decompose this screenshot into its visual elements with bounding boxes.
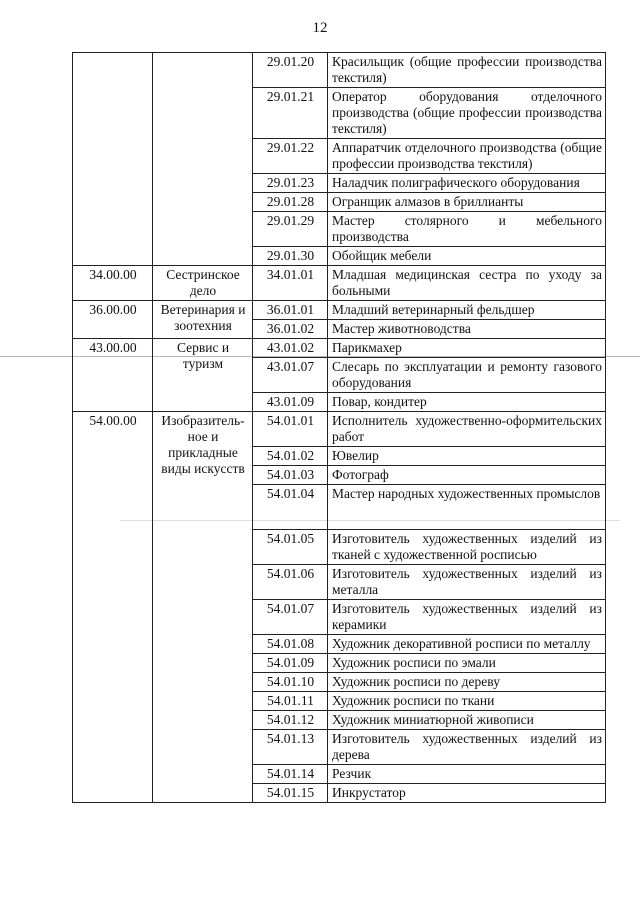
profession-name-cell: Фотограф: [328, 466, 606, 485]
profession-code-cell: 43.01.07: [253, 358, 328, 393]
profession-code-cell: 43.01.02: [253, 339, 328, 358]
group-code-cell: [73, 53, 153, 266]
profession-code-cell: 54.01.09: [253, 654, 328, 673]
profession-name-cell: Парикмахер: [328, 339, 606, 358]
table-row: [73, 412, 606, 447]
profession-code-cell: 34.01.01: [253, 266, 328, 301]
profession-code-cell: 54.01.03: [253, 466, 328, 485]
profession-code-cell: 29.01.28: [253, 193, 328, 212]
profession-code-cell: 54.01.14: [253, 765, 328, 784]
profession-name-cell: Младшая медицинская сестра по уходу за больными: [328, 266, 606, 301]
profession-code-cell: 36.01.02: [253, 320, 328, 339]
profession-name-cell: Художник миниатюрной живописи: [328, 711, 606, 730]
group-code-cell: 34.00.00: [73, 266, 153, 301]
profession-name-cell: Красильщик (общие профессии производства текстиля): [328, 53, 606, 88]
profession-name-cell: Младший ветеринарный фельдшер: [328, 301, 606, 320]
profession-name-cell: Слесарь по эксплуатации и ремонту газового оборудования: [328, 358, 606, 393]
profession-code-cell: 54.01.15: [253, 784, 328, 803]
profession-code-cell: 54.01.06: [253, 565, 328, 600]
profession-code-cell: 29.01.20: [253, 53, 328, 88]
group-name-cell: Ветеринария и зоотехния: [153, 301, 253, 339]
professions-table-body: [73, 53, 606, 803]
profession-code-cell: 54.01.02: [253, 447, 328, 466]
profession-code-cell: 54.01.01: [253, 412, 328, 447]
profession-code-cell: 54.01.10: [253, 673, 328, 692]
group-code-cell: 36.00.00: [73, 301, 153, 339]
group-name-cell: Изобразитель-ное и прикладные виды искусств: [153, 412, 253, 803]
profession-code-cell: 29.01.21: [253, 88, 328, 139]
profession-name-cell: Оператор оборудования отделочного производства (общие профессии производства текстиля): [328, 88, 606, 139]
profession-name-cell: Художник росписи по эмали: [328, 654, 606, 673]
group-name-cell: Сервис и туризм: [153, 339, 253, 412]
group-name-cell: [153, 53, 253, 266]
table-row: [73, 301, 606, 320]
profession-code-cell: 54.01.08: [253, 635, 328, 654]
profession-name-cell: Художник декоративной росписи по металлу: [328, 635, 606, 654]
profession-code-cell: 43.01.09: [253, 393, 328, 412]
profession-name-cell: Изготовитель художественных изделий из металла: [328, 565, 606, 600]
professions-table: [72, 52, 606, 803]
profession-name-cell: Аппаратчик отделочного производства (общие профессии производства текстиля): [328, 139, 606, 174]
profession-code-cell: 36.01.01: [253, 301, 328, 320]
profession-code-cell: 54.01.05: [253, 530, 328, 565]
profession-name-cell: Мастер животноводства: [328, 320, 606, 339]
profession-name-cell: Ювелир: [328, 447, 606, 466]
group-code-cell: 54.00.00: [73, 412, 153, 803]
page-number: 12: [312, 20, 328, 36]
profession-name-cell: Исполнитель художественно-оформительских работ: [328, 412, 606, 447]
profession-name-cell: Мастер народных художественных промыслов: [328, 485, 606, 530]
profession-code-cell: 54.01.13: [253, 730, 328, 765]
profession-name-cell: Огранщик алмазов в бриллианты: [328, 193, 606, 212]
table-row: [73, 266, 606, 301]
profession-code-cell: 29.01.29: [253, 212, 328, 247]
profession-code-cell: 29.01.30: [253, 247, 328, 266]
profession-name-cell: Инкрустатор: [328, 784, 606, 803]
group-code-cell: 43.00.00: [73, 339, 153, 412]
table-row: [73, 339, 606, 358]
profession-name-cell: Резчик: [328, 765, 606, 784]
profession-code-cell: 54.01.07: [253, 600, 328, 635]
profession-code-cell: 54.01.04: [253, 485, 328, 530]
profession-code-cell: 54.01.11: [253, 692, 328, 711]
profession-name-cell: Художник росписи по ткани: [328, 692, 606, 711]
profession-code-cell: 29.01.22: [253, 139, 328, 174]
profession-name-cell: Художник росписи по дереву: [328, 673, 606, 692]
profession-name-cell: Мастер столярного и мебельного производства: [328, 212, 606, 247]
profession-name-cell: Изготовитель художественных изделий из дерева: [328, 730, 606, 765]
profession-code-cell: 29.01.23: [253, 174, 328, 193]
profession-name-cell: Изготовитель художественных изделий из керамики: [328, 600, 606, 635]
table-row: [73, 53, 606, 88]
profession-name-cell: Наладчик полиграфического оборудования: [328, 174, 606, 193]
profession-name-cell: Изготовитель художественных изделий из тканей с художественной росписью: [328, 530, 606, 565]
group-name-cell: Сестринское дело: [153, 266, 253, 301]
profession-code-cell: 54.01.12: [253, 711, 328, 730]
profession-name-cell: Повар, кондитер: [328, 393, 606, 412]
profession-name-cell: Обойщик мебели: [328, 247, 606, 266]
